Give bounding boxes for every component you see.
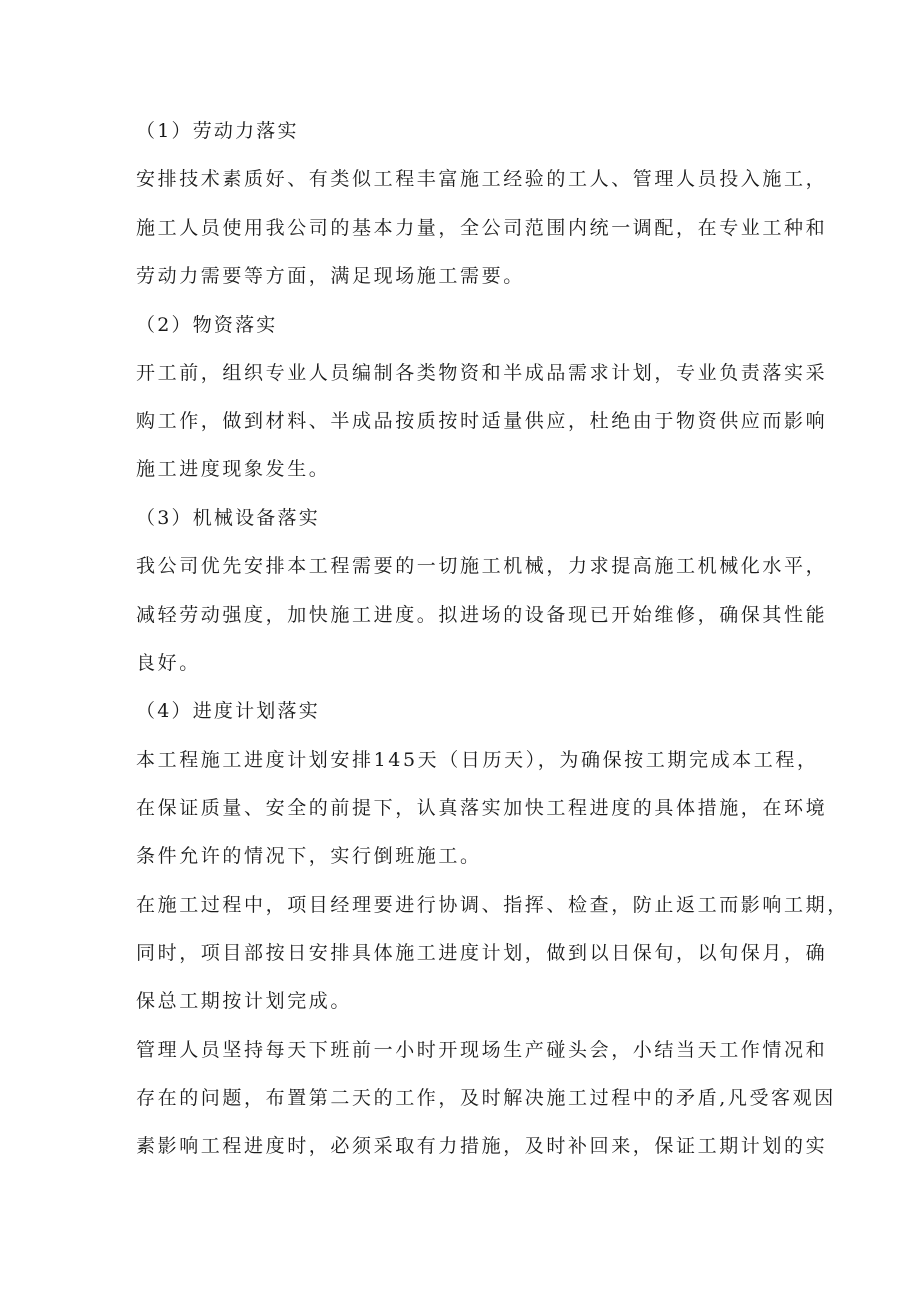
paragraph-line: 我公司优先安排本工程需要的一切施工机械，力求提高施工机械化水平， — [136, 555, 828, 577]
paragraph-line: 素影响工程进度时，必须采取有力措施，及时补回来，保证工期计划的实 — [136, 1135, 828, 1157]
paragraph-line: 减轻劳动强度，加快施工进度。拟进场的设备现已开始维修，确保其性能 — [136, 604, 828, 626]
paragraph-line: 施工人员使用我公司的基本力量，全公司范围内统一调配，在专业工种和 — [136, 217, 828, 239]
paragraph-line: 存在的问题，布置第二天的工作，及时解决施工过程中的矛盾,凡受客观因 — [136, 1087, 836, 1109]
paragraph-line: 在施工过程中，项目经理要进行协调、指挥、检查，防止返工而影响工期， — [136, 894, 849, 916]
section-heading-schedule: （4）进度计划落实 — [136, 700, 320, 722]
paragraph-line: 安排技术素质好、有类似工程丰富施工经验的工人、管理人员投入施工， — [136, 168, 828, 190]
paragraph-line: 同时，项目部按日安排具体施工进度计划，做到以日保旬，以旬保月，确 — [136, 942, 828, 964]
section-heading-labor: （1）劳动力落实 — [136, 120, 299, 142]
paragraph-line: 管理人员坚持每天下班前一小时开现场生产碰头会，小结当天工作情况和 — [136, 1039, 828, 1061]
section-heading-materials: （2）物资落实 — [136, 314, 278, 336]
paragraph-line: 本工程施工进度计划安排145天（日历天），为确保按工期完成本工程， — [136, 749, 819, 771]
paragraph-line: 在保证质量、安全的前提下，认真落实加快工程进度的具体措施，在环境 — [136, 797, 828, 819]
paragraph-line: 购工作，做到材料、半成品按质按时适量供应，杜绝由于物资供应而影响 — [136, 410, 828, 432]
paragraph-line: 条件允许的情况下，实行倒班施工。 — [136, 845, 482, 867]
section-heading-equipment: （3）机械设备落实 — [136, 507, 320, 529]
paragraph-line: 保总工期按计划完成。 — [136, 990, 353, 1012]
paragraph-line: 开工前，组织专业人员编制各类物资和半成品需求计划，专业负责落实采 — [136, 362, 828, 384]
paragraph-line: 良好。 — [136, 652, 201, 674]
paragraph-line: 施工进度现象发生。 — [136, 458, 331, 480]
paragraph-line: 劳动力需要等方面，满足现场施工需要。 — [136, 265, 525, 287]
